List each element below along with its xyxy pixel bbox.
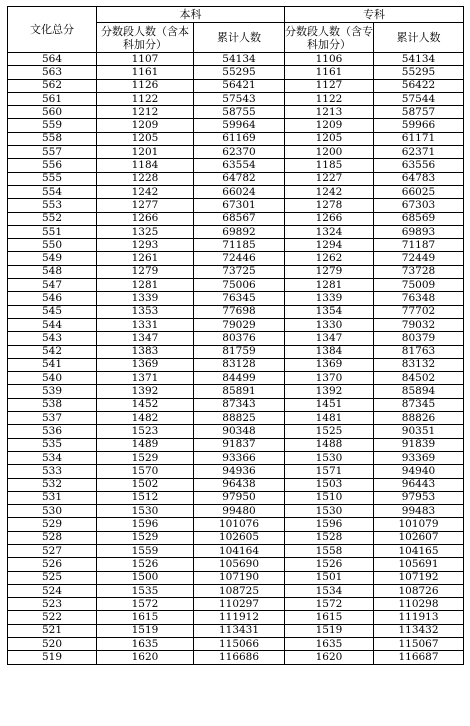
- benke-segment-cell: 1635: [97, 638, 194, 651]
- score-cell: 541: [8, 358, 97, 371]
- zhuanke-cumulative-cell: 73728: [374, 265, 464, 278]
- benke-cumulative-cell: 80376: [194, 332, 285, 345]
- zhuanke-group-header: 专科: [285, 7, 464, 23]
- score-cell: 552: [8, 212, 97, 225]
- benke-cumulative-cell: 93366: [194, 451, 285, 464]
- benke-cumulative-cell: 91837: [194, 438, 285, 451]
- zhuanke-cumulative-cell: 101079: [374, 518, 464, 531]
- zhuanke-segment-cell: 1451: [285, 398, 374, 411]
- zhuanke-segment-cell: 1330: [285, 318, 374, 331]
- zhuanke-cumulative-cell: 61171: [374, 132, 464, 145]
- zhuanke-cumulative-header: 累计人数: [374, 23, 464, 53]
- benke-segment-cell: 1512: [97, 491, 194, 504]
- benke-segment-cell: 1530: [97, 505, 194, 518]
- score-cell: 523: [8, 598, 97, 611]
- score-cell: 558: [8, 132, 97, 145]
- table-row: [8, 438, 464, 451]
- table-row: [8, 79, 464, 92]
- zhuanke-segment-cell: 1615: [285, 611, 374, 624]
- benke-cumulative-cell: 77698: [194, 305, 285, 318]
- table-row: [8, 252, 464, 265]
- zhuanke-cumulative-cell: 79032: [374, 318, 464, 331]
- score-cell: 556: [8, 159, 97, 172]
- score-cell: 561: [8, 92, 97, 105]
- table-row: [8, 332, 464, 345]
- score-cell: 519: [8, 651, 97, 664]
- table-row: [8, 292, 464, 305]
- score-cell: 549: [8, 252, 97, 265]
- table-row: [8, 265, 464, 278]
- score-cell: 534: [8, 451, 97, 464]
- table-row: [8, 279, 464, 292]
- benke-segment-cell: 1228: [97, 172, 194, 185]
- zhuanke-segment-cell: 1227: [285, 172, 374, 185]
- zhuanke-cumulative-cell: 83132: [374, 358, 464, 371]
- zhuanke-cumulative-cell: 56422: [374, 79, 464, 92]
- score-cell: 542: [8, 345, 97, 358]
- zhuanke-cumulative-cell: 72449: [374, 252, 464, 265]
- score-cell: 554: [8, 185, 97, 198]
- benke-cumulative-cell: 110297: [194, 598, 285, 611]
- benke-cumulative-cell: 67301: [194, 199, 285, 212]
- table-row: [8, 611, 464, 624]
- zhuanke-cumulative-cell: 105691: [374, 558, 464, 571]
- score-cell: 545: [8, 305, 97, 318]
- table-row: [8, 199, 464, 212]
- zhuanke-cumulative-cell: 69893: [374, 225, 464, 238]
- score-cell: 521: [8, 624, 97, 637]
- benke-cumulative-cell: 85891: [194, 385, 285, 398]
- zhuanke-cumulative-cell: 62371: [374, 146, 464, 159]
- zhuanke-segment-cell: 1534: [285, 584, 374, 597]
- zhuanke-segment-cell: 1370: [285, 372, 374, 385]
- benke-cumulative-cell: 72446: [194, 252, 285, 265]
- zhuanke-cumulative-cell: 99483: [374, 505, 464, 518]
- benke-segment-cell: 1615: [97, 611, 194, 624]
- table-body: [8, 53, 464, 665]
- score-cell: 525: [8, 571, 97, 584]
- benke-segment-cell: 1353: [97, 305, 194, 318]
- benke-cumulative-cell: 88825: [194, 412, 285, 425]
- benke-segment-cell: 1279: [97, 265, 194, 278]
- table-row: [8, 358, 464, 371]
- score-cell: 536: [8, 425, 97, 438]
- benke-cumulative-cell: 87343: [194, 398, 285, 411]
- benke-segment-cell: 1369: [97, 358, 194, 371]
- benke-segment-cell: 1293: [97, 239, 194, 252]
- zhuanke-segment-cell: 1200: [285, 146, 374, 159]
- score-column-header: 文化总分: [8, 7, 97, 53]
- benke-cumulative-cell: 73725: [194, 265, 285, 278]
- zhuanke-cumulative-cell: 90351: [374, 425, 464, 438]
- table-row: [8, 598, 464, 611]
- table-row: [8, 345, 464, 358]
- zhuanke-segment-cell: 1354: [285, 305, 374, 318]
- benke-segment-cell: 1535: [97, 584, 194, 597]
- table-row: [8, 531, 464, 544]
- benke-segment-cell: 1205: [97, 132, 194, 145]
- benke-segment-cell: 1523: [97, 425, 194, 438]
- benke-segment-cell: 1261: [97, 252, 194, 265]
- zhuanke-cumulative-cell: 55295: [374, 66, 464, 79]
- score-cell: 553: [8, 199, 97, 212]
- table-row: [8, 478, 464, 491]
- benke-cumulative-cell: 113431: [194, 624, 285, 637]
- zhuanke-cumulative-cell: 54134: [374, 53, 464, 66]
- score-cell: 557: [8, 146, 97, 159]
- table-row: [8, 398, 464, 411]
- score-cell: 538: [8, 398, 97, 411]
- score-cell: 546: [8, 292, 97, 305]
- benke-segment-cell: 1529: [97, 531, 194, 544]
- table-row: [8, 239, 464, 252]
- benke-cumulative-cell: 55295: [194, 66, 285, 79]
- zhuanke-segment-header: 分数段人数（含专科加分）: [285, 24, 373, 51]
- benke-cumulative-cell: 58755: [194, 106, 285, 119]
- benke-segment-cell: 1277: [97, 199, 194, 212]
- benke-segment-cell: 1201: [97, 146, 194, 159]
- score-cell: 529: [8, 518, 97, 531]
- score-cell: 550: [8, 239, 97, 252]
- table-row: [8, 465, 464, 478]
- zhuanke-segment-cell: 1205: [285, 132, 374, 145]
- table-row: [8, 318, 464, 331]
- benke-segment-cell: 1570: [97, 465, 194, 478]
- score-cell: 548: [8, 265, 97, 278]
- benke-segment-cell: 1452: [97, 398, 194, 411]
- zhuanke-segment-cell: 1519: [285, 624, 374, 637]
- benke-segment-cell: 1383: [97, 345, 194, 358]
- table-row: [8, 412, 464, 425]
- benke-segment-cell: 1266: [97, 212, 194, 225]
- table-row: [8, 385, 464, 398]
- zhuanke-segment-cell: 1635: [285, 638, 374, 651]
- score-cell: 543: [8, 332, 97, 345]
- zhuanke-segment-cell: 1392: [285, 385, 374, 398]
- table-row: [8, 571, 464, 584]
- zhuanke-cumulative-cell: 63556: [374, 159, 464, 172]
- benke-cumulative-cell: 84499: [194, 372, 285, 385]
- score-cell: 560: [8, 106, 97, 119]
- score-cell: 522: [8, 611, 97, 624]
- zhuanke-segment-cell: 1525: [285, 425, 374, 438]
- zhuanke-cumulative-cell: 68569: [374, 212, 464, 225]
- zhuanke-segment-cell: 1501: [285, 571, 374, 584]
- benke-cumulative-cell: 59964: [194, 119, 285, 132]
- zhuanke-cumulative-cell: 93369: [374, 451, 464, 464]
- benke-cumulative-cell: 104164: [194, 544, 285, 557]
- benke-cumulative-cell: 94936: [194, 465, 285, 478]
- benke-segment-cell: 1489: [97, 438, 194, 451]
- benke-cumulative-cell: 56421: [194, 79, 285, 92]
- table-row: [8, 518, 464, 531]
- zhuanke-segment-cell: 1526: [285, 558, 374, 571]
- benke-cumulative-cell: 105690: [194, 558, 285, 571]
- benke-segment-cell: 1122: [97, 92, 194, 105]
- score-cell: 540: [8, 372, 97, 385]
- zhuanke-segment-cell: 1558: [285, 544, 374, 557]
- benke-segment-cell: 1392: [97, 385, 194, 398]
- benke-segment-cell: 1371: [97, 372, 194, 385]
- benke-cumulative-cell: 108725: [194, 584, 285, 597]
- score-cell: 527: [8, 544, 97, 557]
- table-row: [8, 185, 464, 198]
- zhuanke-cumulative-cell: 76348: [374, 292, 464, 305]
- zhuanke-cumulative-cell: 87345: [374, 398, 464, 411]
- zhuanke-cumulative-cell: 94940: [374, 465, 464, 478]
- benke-cumulative-cell: 81759: [194, 345, 285, 358]
- score-cell: 547: [8, 279, 97, 292]
- table-row: [8, 558, 464, 571]
- score-cell: 544: [8, 318, 97, 331]
- score-cell: 562: [8, 79, 97, 92]
- table-header: [8, 7, 464, 53]
- table-row: [8, 372, 464, 385]
- table-row: [8, 212, 464, 225]
- zhuanke-cumulative-cell: 113432: [374, 624, 464, 637]
- zhuanke-segment-cell: 1122: [285, 92, 374, 105]
- zhuanke-cumulative-cell: 58757: [374, 106, 464, 119]
- benke-cumulative-cell: 101076: [194, 518, 285, 531]
- table-row: [8, 119, 464, 132]
- zhuanke-cumulative-cell: 107192: [374, 571, 464, 584]
- score-cell: 539: [8, 385, 97, 398]
- benke-cumulative-cell: 61169: [194, 132, 285, 145]
- zhuanke-cumulative-cell: 67303: [374, 199, 464, 212]
- benke-segment-cell: 1339: [97, 292, 194, 305]
- table-row: [8, 638, 464, 651]
- table-row: [8, 159, 464, 172]
- zhuanke-segment-cell: 1242: [285, 185, 374, 198]
- zhuanke-cumulative-cell: 80379: [374, 332, 464, 345]
- score-cell: 563: [8, 66, 97, 79]
- score-cell: 535: [8, 438, 97, 451]
- zhuanke-segment-cell: 1294: [285, 239, 374, 252]
- score-cell: 530: [8, 505, 97, 518]
- zhuanke-segment-cell: 1209: [285, 119, 374, 132]
- benke-cumulative-cell: 107190: [194, 571, 285, 584]
- benke-cumulative-cell: 111912: [194, 611, 285, 624]
- benke-segment-cell: 1529: [97, 451, 194, 464]
- table-row: [8, 225, 464, 238]
- score-cell: 564: [8, 53, 97, 66]
- table-row: [8, 305, 464, 318]
- score-cell: 533: [8, 465, 97, 478]
- table-row: [8, 451, 464, 464]
- benke-cumulative-cell: 68567: [194, 212, 285, 225]
- score-cell: 526: [8, 558, 97, 571]
- benke-segment-cell: 1500: [97, 571, 194, 584]
- benke-cumulative-header: 累计人数: [194, 23, 285, 53]
- zhuanke-segment-cell: 1488: [285, 438, 374, 451]
- score-cell: 532: [8, 478, 97, 491]
- zhuanke-cumulative-cell: 75009: [374, 279, 464, 292]
- zhuanke-segment-cell: 1571: [285, 465, 374, 478]
- benke-cumulative-cell: 64782: [194, 172, 285, 185]
- table-row: [8, 544, 464, 557]
- table-row: [8, 505, 464, 518]
- score-distribution-table: [7, 6, 464, 665]
- benke-segment-cell: 1212: [97, 106, 194, 119]
- zhuanke-segment-cell: 1324: [285, 225, 374, 238]
- table-row: [8, 146, 464, 159]
- zhuanke-segment-cell: 1278: [285, 199, 374, 212]
- benke-cumulative-cell: 79029: [194, 318, 285, 331]
- zhuanke-cumulative-cell: 57544: [374, 92, 464, 105]
- benke-cumulative-cell: 116686: [194, 651, 285, 664]
- score-cell: 531: [8, 491, 97, 504]
- benke-segment-cell: 1482: [97, 412, 194, 425]
- zhuanke-segment-cell: 1481: [285, 412, 374, 425]
- score-cell: 520: [8, 638, 97, 651]
- zhuanke-segment-cell: 1530: [285, 505, 374, 518]
- zhuanke-cumulative-cell: 104165: [374, 544, 464, 557]
- zhuanke-cumulative-cell: 97953: [374, 491, 464, 504]
- score-cell: 559: [8, 119, 97, 132]
- benke-cumulative-cell: 96438: [194, 478, 285, 491]
- zhuanke-segment-cell: 1369: [285, 358, 374, 371]
- benke-cumulative-cell: 83128: [194, 358, 285, 371]
- zhuanke-segment-cell: 1528: [285, 531, 374, 544]
- zhuanke-segment-cell: 1161: [285, 66, 374, 79]
- table-row: [8, 624, 464, 637]
- zhuanke-cumulative-cell: 85894: [374, 385, 464, 398]
- zhuanke-cumulative-cell: 102607: [374, 531, 464, 544]
- score-cell: 528: [8, 531, 97, 544]
- zhuanke-segment-cell: 1572: [285, 598, 374, 611]
- zhuanke-segment-cell: 1262: [285, 252, 374, 265]
- zhuanke-segment-cell: 1510: [285, 491, 374, 504]
- table-row: [8, 584, 464, 597]
- score-cell: 551: [8, 225, 97, 238]
- zhuanke-segment-cell: 1620: [285, 651, 374, 664]
- zhuanke-cumulative-cell: 59966: [374, 119, 464, 132]
- score-cell: 555: [8, 172, 97, 185]
- zhuanke-segment-cell: 1213: [285, 106, 374, 119]
- zhuanke-cumulative-cell: 108726: [374, 584, 464, 597]
- benke-segment-cell: 1620: [97, 651, 194, 664]
- zhuanke-segment-cell: 1185: [285, 159, 374, 172]
- zhuanke-segment-cell: 1281: [285, 279, 374, 292]
- table-row: [8, 66, 464, 79]
- benke-segment-cell: 1281: [97, 279, 194, 292]
- benke-segment-cell: 1596: [97, 518, 194, 531]
- benke-segment-cell: 1184: [97, 159, 194, 172]
- benke-cumulative-cell: 66024: [194, 185, 285, 198]
- benke-segment-cell: 1519: [97, 624, 194, 637]
- zhuanke-cumulative-cell: 64783: [374, 172, 464, 185]
- benke-segment-header: 分数段人数（含本科加分）: [97, 23, 194, 53]
- table-row: [8, 651, 464, 664]
- zhuanke-cumulative-cell: 77702: [374, 305, 464, 318]
- zhuanke-cumulative-cell: 111913: [374, 611, 464, 624]
- benke-cumulative-cell: 97950: [194, 491, 285, 504]
- benke-group-header: 本科: [97, 7, 285, 23]
- benke-segment-cell: 1572: [97, 598, 194, 611]
- zhuanke-segment-cell: 1530: [285, 451, 374, 464]
- zhuanke-cumulative-cell: 115067: [374, 638, 464, 651]
- benke-cumulative-cell: 63554: [194, 159, 285, 172]
- benke-segment-cell: 1126: [97, 79, 194, 92]
- benke-segment-cell: 1526: [97, 558, 194, 571]
- table-row: [8, 106, 464, 119]
- benke-segment-cell: 1209: [97, 119, 194, 132]
- benke-segment-cell: 1559: [97, 544, 194, 557]
- benke-cumulative-cell: 90348: [194, 425, 285, 438]
- zhuanke-cumulative-cell: 116687: [374, 651, 464, 664]
- table-row: [8, 491, 464, 504]
- score-cell: 524: [8, 584, 97, 597]
- benke-cumulative-cell: 102605: [194, 531, 285, 544]
- table-row: [8, 92, 464, 105]
- benke-cumulative-cell: 69892: [194, 225, 285, 238]
- zhuanke-segment-cell: 1503: [285, 478, 374, 491]
- table-row: [8, 172, 464, 185]
- table-row: [8, 53, 464, 66]
- table-row: [8, 425, 464, 438]
- zhuanke-cumulative-cell: 81763: [374, 345, 464, 358]
- benke-cumulative-cell: 76345: [194, 292, 285, 305]
- zhuanke-cumulative-cell: 110298: [374, 598, 464, 611]
- zhuanke-segment-cell: 1106: [285, 53, 374, 66]
- benke-cumulative-cell: 71185: [194, 239, 285, 252]
- benke-segment-cell: 1161: [97, 66, 194, 79]
- zhuanke-segment-cell: 1596: [285, 518, 374, 531]
- zhuanke-cumulative-cell: 96443: [374, 478, 464, 491]
- zhuanke-cumulative-cell: 91839: [374, 438, 464, 451]
- zhuanke-segment-cell: 1266: [285, 212, 374, 225]
- zhuanke-segment-cell: 1384: [285, 345, 374, 358]
- zhuanke-cumulative-cell: 88826: [374, 412, 464, 425]
- zhuanke-segment-cell: 1279: [285, 265, 374, 278]
- benke-cumulative-cell: 62370: [194, 146, 285, 159]
- benke-cumulative-cell: 99480: [194, 505, 285, 518]
- benke-cumulative-cell: 57543: [194, 92, 285, 105]
- benke-cumulative-cell: 75006: [194, 279, 285, 292]
- zhuanke-cumulative-cell: 84502: [374, 372, 464, 385]
- zhuanke-segment-cell: 1339: [285, 292, 374, 305]
- benke-segment-cell: 1502: [97, 478, 194, 491]
- table-row: [8, 132, 464, 145]
- benke-segment-cell: 1347: [97, 332, 194, 345]
- zhuanke-segment-cell: 1127: [285, 79, 374, 92]
- score-cell: 537: [8, 412, 97, 425]
- benke-cumulative-cell: 115066: [194, 638, 285, 651]
- benke-segment-cell: 1331: [97, 318, 194, 331]
- benke-segment-cell: 1242: [97, 185, 194, 198]
- benke-segment-cell: 1325: [97, 225, 194, 238]
- benke-cumulative-cell: 54134: [194, 53, 285, 66]
- zhuanke-cumulative-cell: 66025: [374, 185, 464, 198]
- zhuanke-segment-cell: 1347: [285, 332, 374, 345]
- benke-segment-cell: 1107: [97, 53, 194, 66]
- zhuanke-cumulative-cell: 71187: [374, 239, 464, 252]
